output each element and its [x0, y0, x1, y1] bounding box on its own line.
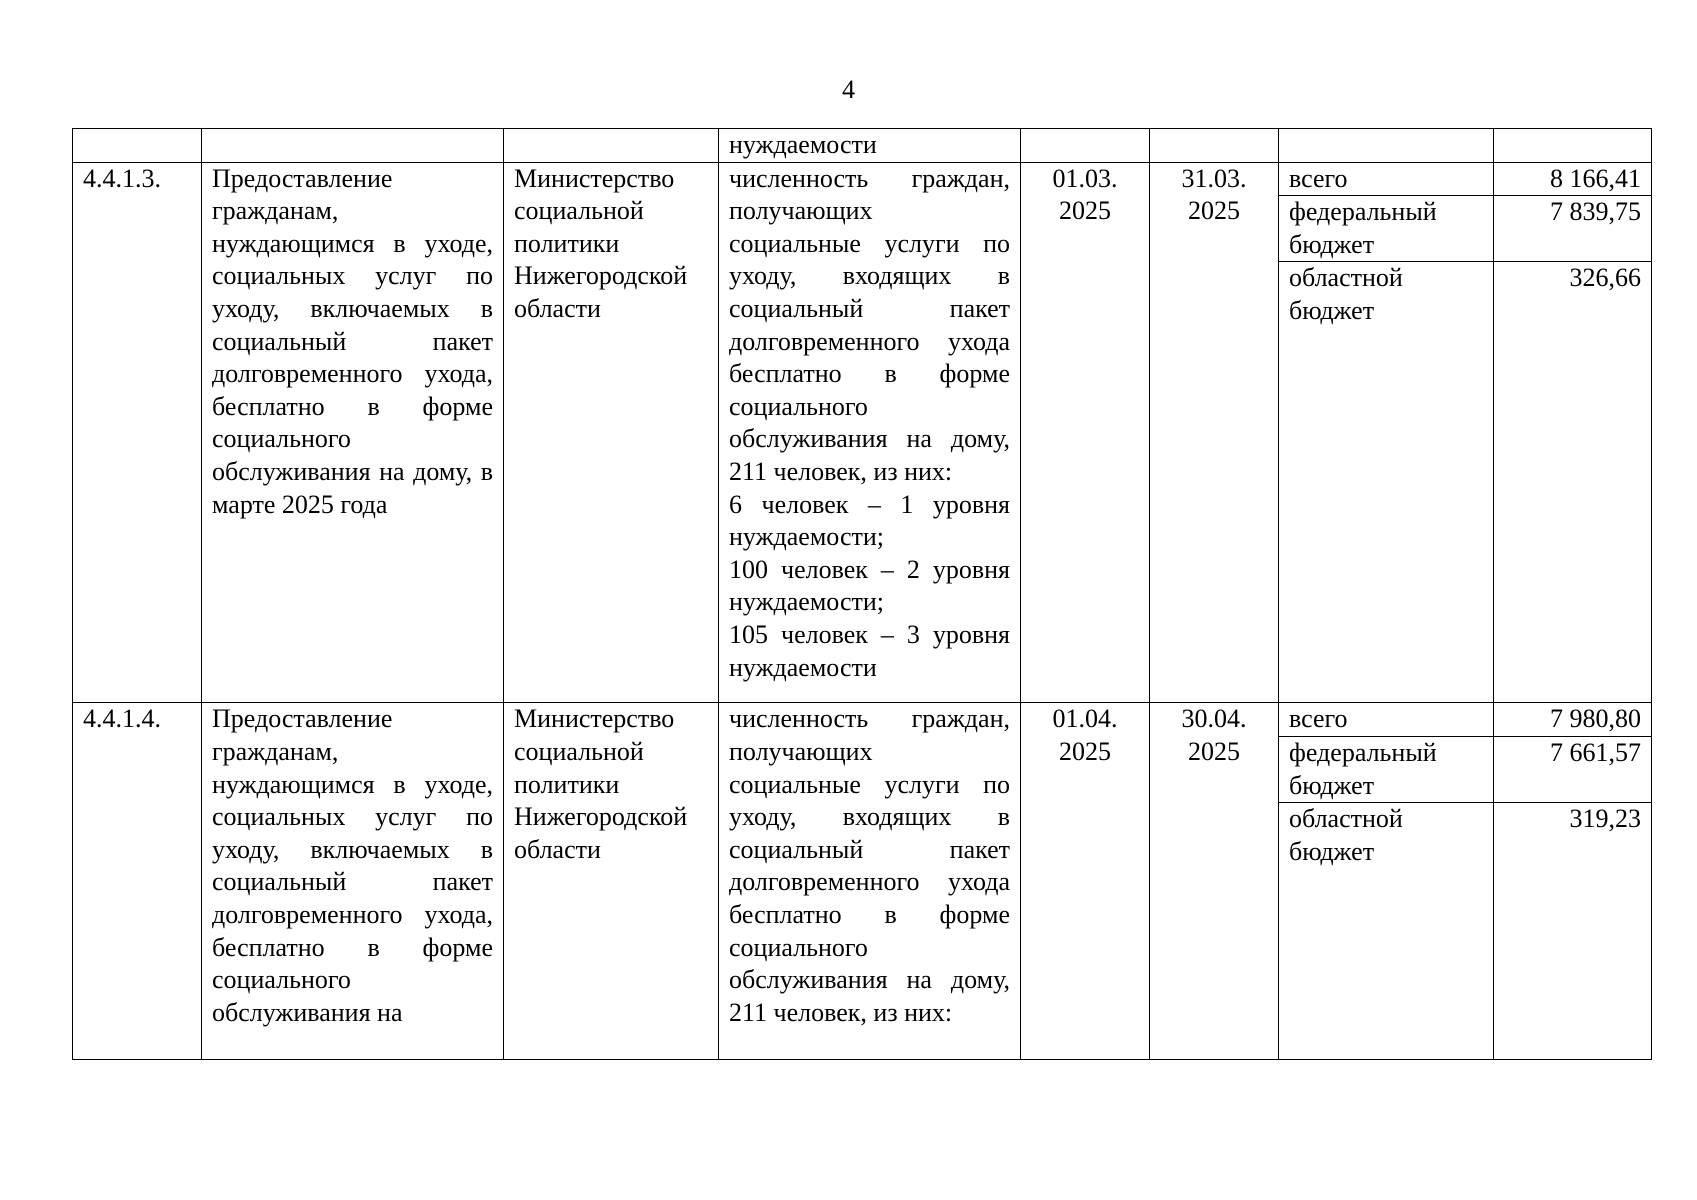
cont-end-cell: [1150, 129, 1279, 163]
funding-source: федеральный бюджет: [1279, 736, 1494, 802]
page-number: 4: [842, 75, 855, 104]
measure-executor: Министерство социальной политики Нижегородской области: [504, 162, 719, 703]
funding-source: всего: [1279, 703, 1494, 737]
end-date: 30.04. 2025: [1150, 703, 1279, 1060]
measure-number: 4.4.1.4.: [73, 703, 202, 1060]
funding-amount: 326,66: [1494, 262, 1652, 703]
funding-amount: 8 166,41: [1494, 162, 1652, 196]
cont-source-cell: [1279, 129, 1494, 163]
start-date: 01.03. 2025: [1021, 162, 1150, 703]
measure-number: 4.4.1.3.: [73, 162, 202, 703]
table-row: [73, 703, 1652, 737]
measure-name: Предоставление гражданам, нуждающимся в уходе, социальных услуг по уходу, включаемых в социальный пакет долговременного ухода, бесплатно в форме социального обслуживания на: [202, 703, 504, 1060]
start-date: 01.04. 2025: [1021, 703, 1150, 1060]
continuation-row: [73, 129, 1652, 163]
cont-amount-cell: [1494, 129, 1652, 163]
measure-indicator: [719, 162, 1021, 703]
measures-table: [72, 128, 1652, 1060]
funding-source: федеральный бюджет: [1279, 196, 1494, 262]
end-date: 31.03. 2025: [1150, 162, 1279, 703]
funding-amount: 319,23: [1494, 803, 1652, 1060]
indicator-main: численность граждан, получающих социальные услуги по уходу, входящих в социальный пакет долговременного ухода бесплатно в форме социального обслуживания на дому, 211 человек, из них:: [729, 163, 1010, 486]
cont-indicator-cell: [719, 129, 1021, 163]
measure-name: Предоставление гражданам, нуждающимся в уходе, социальных услуг по уходу, включаемых в социальный пакет долговременного ухода, бесплатно в форме социального обслуживания на дому, в марте 2025 года: [202, 162, 504, 703]
indicator-item: 105 человек – 3 уровня нуждаемости: [729, 619, 1010, 682]
indicator-tail: нуждаемости: [729, 130, 877, 159]
cont-name-cell: [202, 129, 504, 163]
funding-source: всего: [1279, 162, 1494, 196]
cont-executor-cell: [504, 129, 719, 163]
measure-executor: Министерство социальной политики Нижегородской области: [504, 703, 719, 1060]
funding-source: областной бюджет: [1279, 262, 1494, 703]
cont-start-cell: [1021, 129, 1150, 163]
indicator-main: численность граждан, получающих социальные услуги по уходу, входящих в социальный пакет долговременного ухода бесплатно в форме социального обслуживания на дому, 211 человек, из них:: [729, 704, 1010, 1027]
indicator-item: 6 человек – 1 уровня нуждаемости;: [729, 489, 1010, 552]
funding-amount: 7 980,80: [1494, 703, 1652, 737]
cont-number-cell: [73, 129, 202, 163]
table-row: [73, 162, 1652, 196]
funding-amount: 7 661,57: [1494, 736, 1652, 802]
funding-source: областной бюджет: [1279, 803, 1494, 1060]
indicator-item: 100 человек – 2 уровня нуждаемости;: [729, 554, 1010, 617]
measure-indicator: [719, 703, 1021, 1060]
funding-amount: 7 839,75: [1494, 196, 1652, 262]
